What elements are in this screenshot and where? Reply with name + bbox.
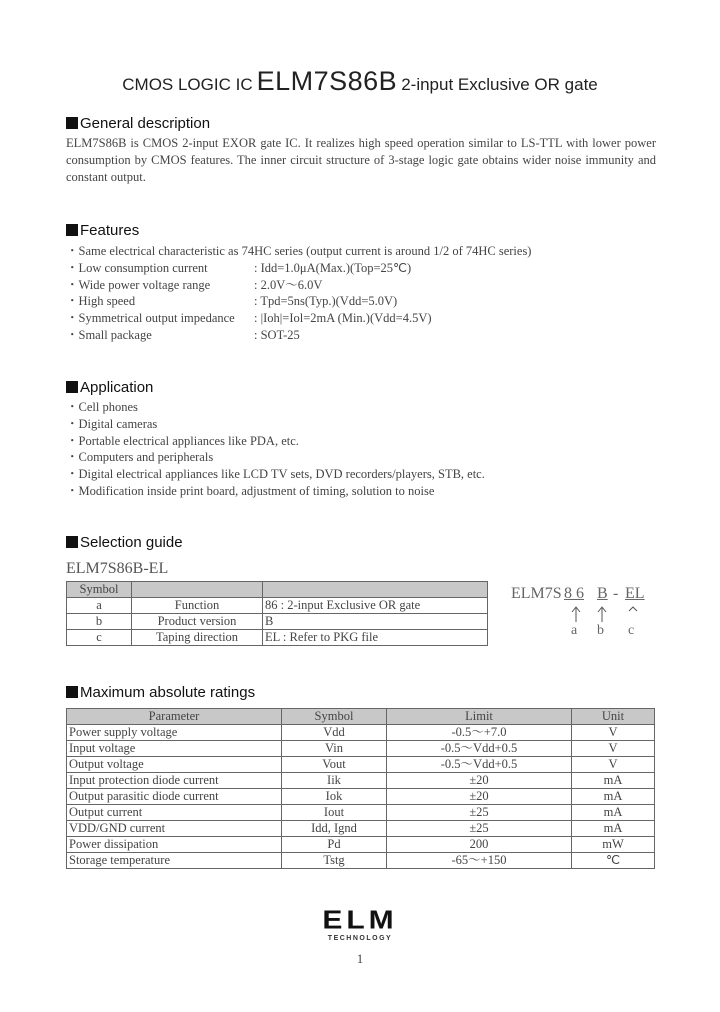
application-item: ・Cell phones [66,400,138,414]
table-row [67,725,655,741]
table-cell: EL : Refer to PKG file [263,630,488,646]
table-cell: Function [132,598,263,614]
caret-up-icon [629,607,637,611]
table-cell: Input protection diode current [67,773,282,789]
table-cell: B [263,614,488,630]
square-bullet-icon [66,224,78,236]
table-cell: ±20 [387,789,572,805]
table-cell: mA [572,789,655,805]
section-heading-ratings: Maximum absolute ratings [66,684,255,701]
table-cell: Output current [67,805,282,821]
table-header-row [67,709,655,725]
table-row [67,741,655,757]
ratings-table [66,708,655,869]
table-header-row [67,582,488,598]
table-row [67,853,655,869]
table-cell: Idd, Ignd [282,821,387,837]
diagram-label-b: b [597,623,604,638]
table-cell: -0.5～Vdd+0.5 [387,741,572,757]
table-cell: Taping direction [132,630,263,646]
selection-table [66,581,488,646]
table-cell: ±20 [387,773,572,789]
table-cell: ±25 [387,821,572,837]
diagram-taping-code: EL [625,585,645,602]
part-code-diagram [511,585,661,645]
table-cell: Tstg [282,853,387,869]
feature-item: ・High speed : Tpd=5ns(Typ.)(Vdd=5.0V) [66,294,398,309]
feature-item: ・Low consumption current : Idd=1.0μA(Max.)(Top=25℃) [66,260,412,275]
feature-item: ・Wide power voltage range : 2.0V～6.0V [66,277,323,292]
table-header-cell: Symbol [282,709,387,725]
table-cell: c [67,630,132,646]
table-cell: Power dissipation [67,837,282,853]
application-list [66,399,485,500]
diagram-function-code: 8 6 [564,585,584,602]
table-cell: Power supply voltage [67,725,282,741]
application-item: ・Digital electrical appliances like LCD TV sets, DVD recorders/players, STB, etc. [66,467,485,482]
feature-item: ・Same electrical characteristic as 74HC series (output current is around 1/2 of 74HC series) [66,244,532,258]
section-heading-features: Features [66,222,139,239]
table-cell: Vdd [282,725,387,741]
table-header-cell: Unit [572,709,655,725]
table-row [67,773,655,789]
table-cell: b [67,614,132,630]
application-item: ・Digital cameras [66,416,158,431]
table-header-cell [132,582,263,598]
table-row [67,821,655,837]
table-cell: ℃ [572,853,655,869]
table-cell: 86 : 2-input Exclusive OR gate [263,598,488,614]
table-cell: -65～+150 [387,853,572,869]
table-cell: Pd [282,837,387,853]
table-row [67,614,488,630]
diagram-version-code: B [597,585,608,602]
square-bullet-icon [66,536,78,548]
table-cell: mW [572,837,655,853]
title-part-number: ELM7S86B [256,66,398,96]
feature-item: ・Small package : SOT-25 [66,327,300,342]
table-row [67,837,655,853]
square-bullet-icon [66,381,78,393]
table-row [67,757,655,773]
table-header-cell: Symbol [67,582,132,598]
diagram-label-c: c [628,623,635,638]
table-cell: Product version [132,614,263,630]
table-cell: V [572,741,655,757]
section-heading-selection: Selection guide [66,534,183,551]
diagram-prefix: ELM7S [511,585,562,602]
table-cell: -0.5～+7.0 [387,725,572,741]
title-subtitle: 2-input Exclusive OR gate [401,75,598,94]
diagram-label-a: a [571,623,578,638]
general-description-text: ELM7S86B is CMOS 2-input EXOR gate IC. It realizes high speed operation similar to LS-TTL with lower power consumption by CMOS features. The inner circuit structure of 3-stage logic gate obtains wider noise immunity and constant output. [66,136,656,184]
table-cell: a [67,598,132,614]
application-item: ・Computers and peripherals [66,450,214,465]
order-code: ELM7S86B-EL [66,560,169,577]
table-cell: 200 [387,837,572,853]
table-row [67,630,488,646]
table-cell: VDD/GND current [67,821,282,837]
document-title [0,66,720,97]
table-cell: mA [572,773,655,789]
table-header-cell: Limit [387,709,572,725]
square-bullet-icon [66,117,78,129]
elm-logo [318,908,402,943]
table-cell: Vout [282,757,387,773]
table-header-cell: Parameter [67,709,282,725]
features-list [66,243,531,344]
table-cell: V [572,725,655,741]
table-cell: Output parasitic diode current [67,789,282,805]
application-item: ・Modification inside print board, adjustment of timing, solution to noise [66,483,435,498]
table-cell: mA [572,821,655,837]
section-heading-application: Application [66,379,153,396]
diagram-dash: - [613,585,619,602]
table-cell: Input voltage [67,741,282,757]
section-heading-general: General description [66,115,210,132]
table-row [67,789,655,805]
table-cell: Storage temperature [67,853,282,869]
table-row [67,598,488,614]
table-cell: mA [572,805,655,821]
page-number: 1 [356,951,364,966]
elm-logo-subtext: TECHNOLOGY [327,935,393,942]
table-header-cell [263,582,488,598]
elm-logo-text: ELM [322,906,398,935]
table-cell: Iok [282,789,387,805]
table-cell: -0.5～Vdd+0.5 [387,757,572,773]
table-row [67,805,655,821]
square-bullet-icon [66,686,78,698]
table-cell: ±25 [387,805,572,821]
application-item: ・Portable electrical appliances like PDA, etc. [66,433,299,448]
table-cell: Iik [282,773,387,789]
table-cell: Output voltage [67,757,282,773]
table-cell: Iout [282,805,387,821]
diagram-arrows [511,605,661,625]
title-prefix: CMOS LOGIC IC [122,75,253,94]
feature-item: ・Symmetrical output impedance : |Ioh|=Iol=2mA (Min.)(Vdd=4.5V) [66,311,432,326]
table-cell: V [572,757,655,773]
table-cell: Vin [282,741,387,757]
